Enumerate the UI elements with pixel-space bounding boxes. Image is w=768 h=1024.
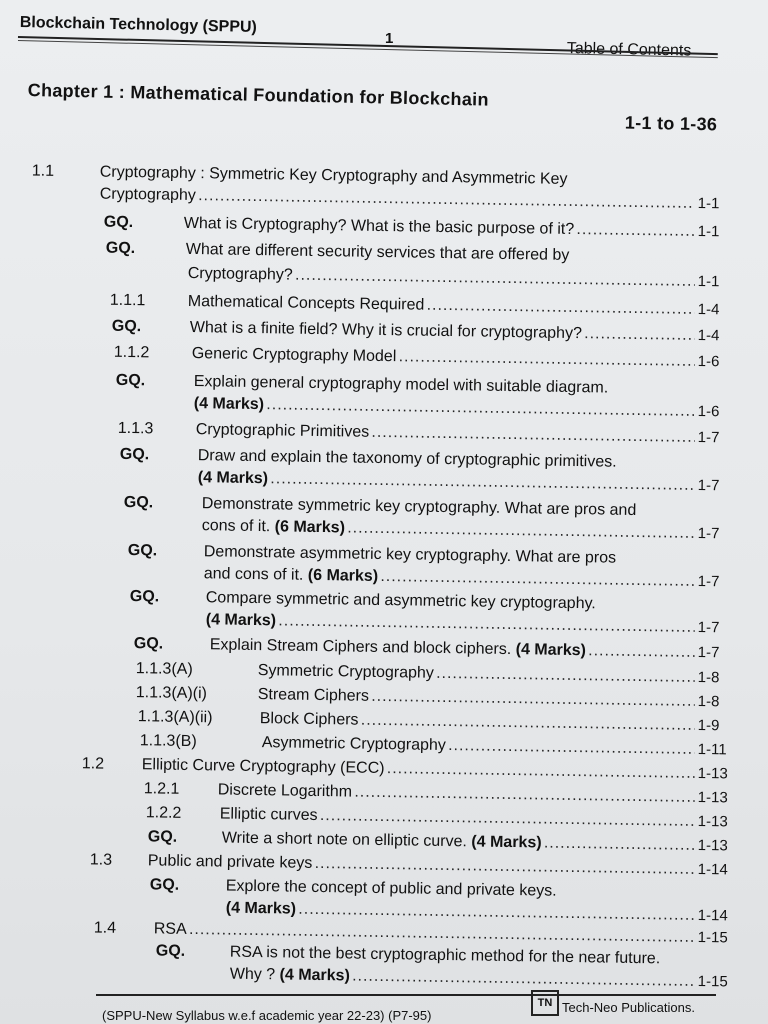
- entry-text: What is a finite field? Why it is crucial for cryptography?: [189, 318, 583, 343]
- entry-page: 1-13: [697, 836, 728, 855]
- entry-page: 1-4: [697, 300, 720, 319]
- entry-text: (4 Marks): [205, 611, 277, 630]
- entry-text: Cryptographic Primitives: [195, 421, 370, 441]
- entry-page: 1-7: [697, 618, 720, 637]
- book-title: Blockchain Technology (SPPU): [19, 14, 258, 36]
- section-number: 1.3: [89, 851, 113, 869]
- entry-page: 1-8: [697, 692, 720, 711]
- entry-page: 1-8: [697, 668, 720, 687]
- entry-text: Elliptic curves: [219, 805, 318, 824]
- entry-page: 1-15: [697, 972, 728, 991]
- entry-text: Elliptic Curve Cryptography (ECC): [141, 756, 385, 778]
- entry-text: cons of it. (6 Marks): [201, 517, 346, 537]
- dot-leader: [576, 219, 695, 243]
- footer-syllabus: (SPPU-New Syllabus w.e.f academic year 22-23) (P7-95): [102, 1008, 432, 1023]
- chapter-pages: 1-1 to 1-36: [624, 112, 718, 135]
- entry-page: 1-7: [697, 643, 720, 662]
- question-label: GQ.: [105, 239, 136, 258]
- question-label: GQ.: [115, 371, 146, 390]
- entry-text: (4 Marks): [193, 395, 265, 414]
- entry-text: (4 Marks): [197, 469, 269, 488]
- question-label: GQ.: [111, 317, 142, 336]
- question-label: GQ.: [133, 635, 164, 653]
- question-label: GQ.: [119, 445, 150, 464]
- dot-leader: [371, 686, 695, 713]
- section-number: 1.4: [93, 919, 117, 937]
- entry-page: 1-7: [697, 572, 720, 591]
- entry-text: Symmetric Cryptography: [257, 662, 434, 682]
- entry-text: Explain Stream Ciphers and block ciphers. (4 Marks): [209, 636, 587, 660]
- publisher-name: Tech-Neo Publications.: [562, 1000, 695, 1015]
- entry-text: Draw and explain the taxonomy of cryptographic primitives.: [197, 447, 617, 471]
- question-label: GQ.: [103, 213, 134, 232]
- section-number: 1.2.2: [145, 804, 182, 822]
- entry-text: (4 Marks): [225, 899, 297, 918]
- entry-text: Block Ciphers: [259, 710, 359, 729]
- entry-text: RSA: [153, 920, 187, 938]
- entry-text: Demonstrate asymmetric key cryptography. What are pros: [203, 543, 617, 567]
- entry-text: Discrete Logarithm: [217, 781, 353, 801]
- dot-leader: [295, 265, 695, 293]
- entry-page: 1-7: [697, 428, 720, 447]
- section-number: 1.1.3(A)(ii): [137, 708, 213, 727]
- entry-text: Cryptography?: [187, 264, 293, 284]
- dot-leader: [352, 966, 695, 993]
- entry-page: 1-14: [697, 906, 728, 925]
- dot-leader: [436, 663, 695, 689]
- entry-text: Generic Cryptography Model: [191, 345, 397, 366]
- dot-leader: [398, 346, 694, 373]
- dot-leader: [371, 422, 695, 449]
- dot-leader: [448, 735, 695, 761]
- section-number: 1.1.3: [117, 419, 154, 438]
- entry-page: 1-1: [697, 194, 720, 213]
- question-label: GQ.: [127, 542, 158, 560]
- dot-leader: [361, 710, 695, 737]
- entry-page: 1-6: [697, 352, 720, 371]
- dot-leader: [588, 640, 695, 664]
- entry-text: Cryptography: [99, 185, 196, 205]
- entry-text: Why ? (4 Marks): [229, 965, 350, 985]
- chapter-title: Chapter 1 : Mathematical Foundation for Blockchain: [27, 80, 489, 110]
- entry-text: Explore the concept of public and private keys.: [225, 877, 557, 900]
- entry-text: Cryptography : Symmetric Key Cryptography and Asymmetric Key: [99, 163, 568, 188]
- section-number: 1.1.3(A)(i): [135, 684, 208, 703]
- question-label: GQ.: [123, 493, 154, 512]
- entry-page: 1-13: [697, 812, 728, 831]
- dot-leader: [584, 323, 695, 347]
- entry-text: RSA is not the best cryptographic method for the near future.: [229, 943, 661, 968]
- dot-leader: [380, 566, 695, 593]
- section-number: 1.1.3(A): [135, 660, 193, 679]
- entry-text: Explain general cryptography model with suitable diagram.: [193, 373, 609, 397]
- entry-page: 1-15: [697, 928, 728, 947]
- entry-text: and cons of it. (6 Marks): [203, 565, 379, 585]
- publisher-logo: TN: [531, 990, 559, 1016]
- entry-text: Asymmetric Cryptography: [261, 734, 446, 755]
- page-number: 1: [385, 30, 394, 47]
- section-number: 1.2.1: [143, 780, 180, 798]
- question-label: GQ.: [149, 876, 180, 894]
- dot-leader: [354, 782, 695, 809]
- entry-page: 1-14: [697, 860, 728, 879]
- section-title: Table of Contents: [566, 40, 692, 60]
- entry-text: What is Cryptography? What is the basic purpose of it?: [183, 214, 575, 239]
- section-number: 1.1.1: [109, 291, 146, 310]
- entry-text: Public and private keys: [147, 852, 313, 872]
- entry-page: 1-13: [697, 764, 728, 783]
- question-label: GQ.: [147, 828, 178, 846]
- entry-text: Mathematical Concepts Required: [187, 292, 425, 314]
- entry-page: 1-9: [697, 716, 720, 735]
- dot-leader: [544, 833, 695, 857]
- entry-page: 1-7: [697, 476, 720, 495]
- entry-text: Stream Ciphers: [257, 686, 370, 705]
- entry-text: Write a short note on elliptic curve. (4 Marks): [221, 829, 542, 852]
- entry-text: What are different security services that are offered by: [185, 240, 570, 264]
- section-number: 1.1.3(B): [139, 732, 197, 751]
- dot-leader: [347, 517, 695, 544]
- footer-rule: [96, 994, 716, 996]
- question-label: GQ.: [129, 588, 160, 606]
- section-number: 1.1: [31, 162, 55, 180]
- question-label: GQ.: [155, 942, 186, 960]
- entry-page: 1-4: [697, 326, 720, 345]
- entry-page: 1-1: [697, 222, 720, 241]
- dot-leader: [387, 758, 695, 785]
- entry-page: 1-13: [697, 788, 728, 807]
- entry-page: 1-7: [697, 524, 720, 543]
- section-number: 1.2: [81, 755, 105, 773]
- dot-leader: [314, 853, 694, 881]
- dot-leader: [426, 295, 694, 321]
- entry-text: Demonstrate symmetric key cryptography. What are pros and: [201, 495, 637, 519]
- entry-page: 1-6: [697, 402, 720, 421]
- dot-leader: [320, 805, 695, 833]
- chapter-heading: [27, 80, 728, 135]
- entry-page: 1-11: [697, 740, 727, 759]
- entry-text: Compare symmetric and asymmetric key cryptography.: [205, 589, 596, 613]
- entry-page: 1-1: [697, 272, 720, 291]
- section-number: 1.1.2: [113, 343, 150, 362]
